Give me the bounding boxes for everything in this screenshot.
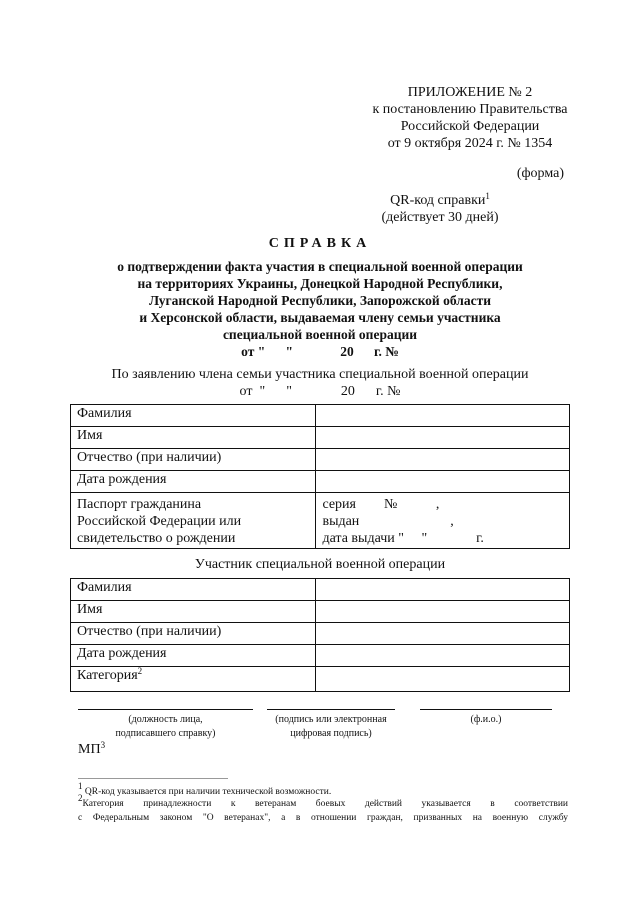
table-row	[71, 427, 570, 449]
name-signature-line	[420, 709, 552, 710]
footnote-2	[78, 793, 568, 811]
table-row	[71, 645, 570, 667]
passport-field[interactable]	[316, 493, 570, 549]
category-label-text: Категория	[77, 668, 138, 683]
table-row	[71, 405, 570, 427]
subtitle-line: о подтверждении факта участия в специальной военной операции	[117, 259, 523, 274]
birth-date-label: Дата рождения	[71, 471, 316, 493]
participant-section-title: Участник специальной военной операции	[194, 557, 446, 572]
participant-category-label	[71, 667, 316, 692]
certificate-date-line: от " " 20 г. №	[241, 344, 399, 359]
surname-label: Фамилия	[71, 405, 316, 427]
family-member-table	[70, 404, 570, 549]
annex-line: Российской Федерации	[400, 119, 540, 134]
application-statement	[60, 366, 580, 400]
caption-line: (должность лица,	[128, 714, 203, 725]
signature-line	[267, 709, 395, 710]
footnote-text: Категория принадлежности к ветеранам боевых действий указывается в соответствии	[82, 799, 568, 809]
footnote-divider	[78, 778, 228, 779]
caption-line: (подпись или электронная	[275, 714, 387, 725]
footnote-2-continued: с Федеральным законом "О ветеранах", а в отношении граждан, призванных на военную службу	[78, 813, 568, 823]
participant-first-name-field[interactable]	[316, 601, 570, 623]
table-row	[71, 471, 570, 493]
footnote-mark: 2	[78, 793, 83, 803]
participant-birth-date-field[interactable]	[316, 645, 570, 667]
first-name-label: Имя	[71, 427, 316, 449]
document-title: СПРАВКА	[268, 236, 372, 251]
subtitle-line: специальной военной операции	[222, 327, 418, 342]
surname-field[interactable]	[316, 405, 570, 427]
annex-title: ПРИЛОЖЕНИЕ № 2	[407, 85, 533, 100]
footnote-mark: 1	[485, 191, 490, 201]
qr-block	[340, 192, 540, 226]
passport-issued-by: выдан ,	[322, 514, 454, 529]
form-label: (форма)	[516, 166, 564, 181]
passport-label-line: Паспорт гражданина	[77, 497, 202, 512]
footnote-text: QR-код указывается при наличии технической возможности.	[84, 787, 332, 797]
passport-label-line: Российской Федерации или	[77, 514, 242, 529]
passport-series-number: серия № ,	[322, 497, 440, 512]
table-row	[71, 493, 570, 549]
table-row	[71, 579, 570, 601]
table-row	[71, 667, 570, 692]
passport-label-line: свидетельство о рождении	[77, 531, 236, 546]
qr-label: QR-код справки	[390, 193, 486, 208]
patronymic-field[interactable]	[316, 449, 570, 471]
document-subtitle	[70, 258, 570, 360]
patronymic-label: Отчество (при наличии)	[71, 449, 316, 471]
application-date-line: от " " 20 г. №	[239, 384, 401, 399]
participant-surname-label: Фамилия	[71, 579, 316, 601]
position-caption	[78, 713, 253, 741]
caption-line: подписавшего справку)	[115, 728, 216, 739]
stamp-place	[78, 742, 105, 758]
stamp-label: МП	[78, 742, 101, 757]
caption-line: цифровая подпись)	[290, 728, 372, 739]
footnote-mark: 3	[100, 740, 106, 750]
participant-first-name-label: Имя	[71, 601, 316, 623]
annex-date: от 9 октября 2024 г. № 1354	[387, 136, 553, 151]
participant-category-field[interactable]	[316, 667, 570, 692]
table-row	[71, 449, 570, 471]
passport-label	[71, 493, 316, 549]
subtitle-line: Луганской Народной Республики, Запорожской области	[149, 293, 491, 308]
footnote-mark: 2	[137, 666, 143, 676]
position-signature-line	[78, 709, 253, 710]
annex-header	[330, 84, 610, 152]
footnote-mark: 1	[78, 781, 83, 791]
participant-patronymic-label: Отчество (при наличии)	[71, 623, 316, 645]
participant-table	[70, 578, 570, 692]
subtitle-line: на территориях Украины, Донецкой Народной Республики,	[137, 276, 503, 291]
name-caption: (ф.и.о.)	[470, 714, 502, 725]
passport-issue-date: дата выдачи " " г.	[322, 531, 484, 546]
first-name-field[interactable]	[316, 427, 570, 449]
annex-line: к постановлению Правительства	[372, 102, 568, 117]
qr-validity: (действует 30 дней)	[381, 210, 499, 225]
table-row	[71, 623, 570, 645]
participant-surname-field[interactable]	[316, 579, 570, 601]
table-row	[71, 601, 570, 623]
birth-date-field[interactable]	[316, 471, 570, 493]
subtitle-line: и Херсонской области, выдаваемая члену семьи участника	[139, 310, 501, 325]
signature-caption	[258, 713, 404, 741]
participant-birth-date-label: Дата рождения	[71, 645, 316, 667]
participant-patronymic-field[interactable]	[316, 623, 570, 645]
application-text: По заявлению члена семьи участника специальной военной операции	[111, 367, 529, 382]
